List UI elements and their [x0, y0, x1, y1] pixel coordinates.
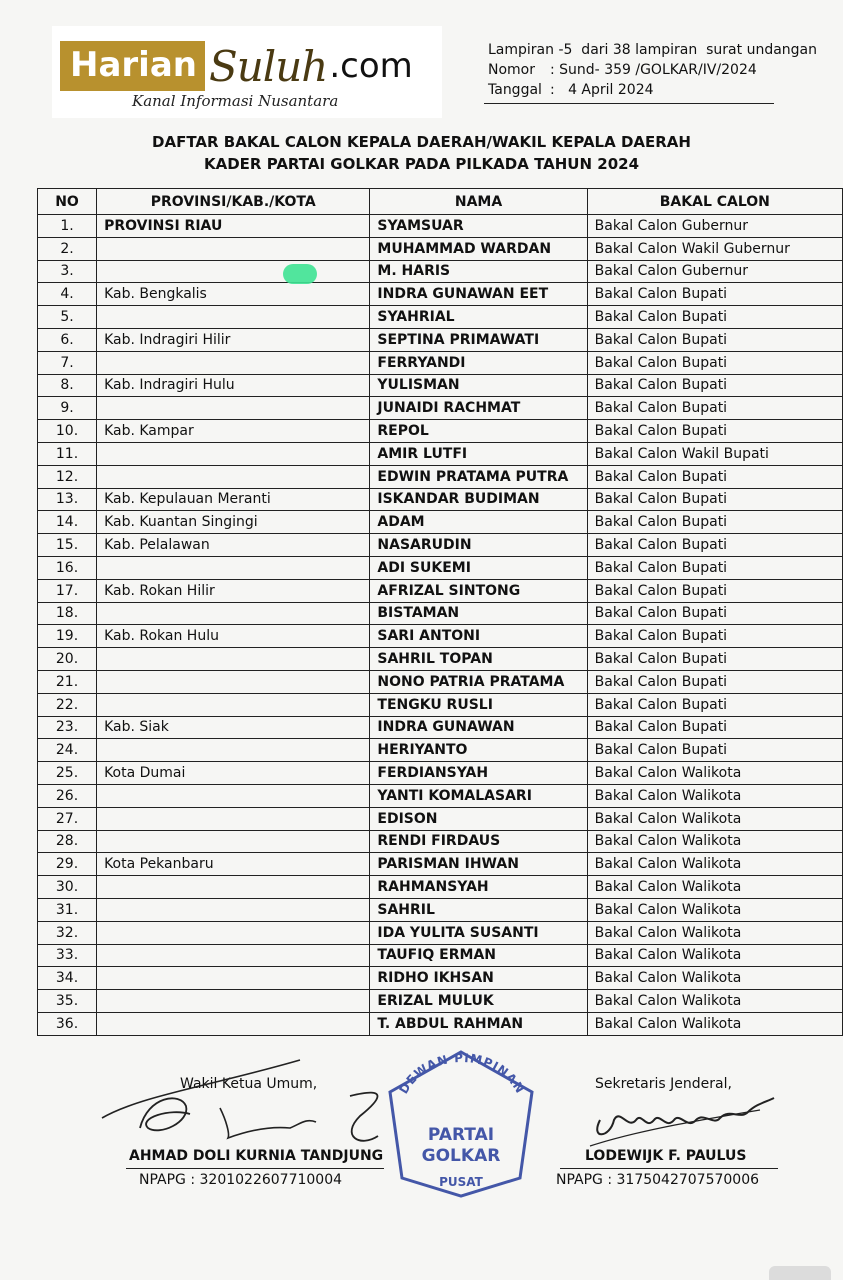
- stamp-line1: PARTAI: [427, 1125, 495, 1145]
- row-candidacy: Bakal Calon Bupati: [587, 693, 842, 716]
- row-name: NONO PATRIA PRATAMA: [370, 670, 587, 693]
- row-number: 25.: [38, 762, 97, 785]
- row-candidacy: Bakal Calon Bupati: [587, 579, 842, 602]
- table-row: [38, 762, 843, 785]
- row-region: PROVINSI RIAU: [97, 215, 370, 238]
- row-region: [97, 921, 370, 944]
- row-candidacy: Bakal Calon Walikota: [587, 876, 842, 899]
- row-number: 9.: [38, 397, 97, 420]
- document-title-line2: KADER PARTAI GOLKAR PADA PILKADA TAHUN 2024: [204, 155, 639, 173]
- row-number: 35.: [38, 990, 97, 1013]
- row-name: M. HARIS: [370, 260, 587, 283]
- row-name: AFRIZAL SINTONG: [370, 579, 587, 602]
- row-candidacy: Bakal Calon Bupati: [587, 374, 842, 397]
- left-signatory-role: Wakil Ketua Umum,: [180, 1076, 318, 1092]
- row-name: INDRA GUNAWAN: [370, 716, 587, 739]
- table-row: [38, 465, 843, 488]
- harian-suluh-logo: [52, 26, 442, 118]
- table-row: [38, 853, 843, 876]
- row-number: 29.: [38, 853, 97, 876]
- row-region: [97, 830, 370, 853]
- row-region: [97, 784, 370, 807]
- row-candidacy: Bakal Calon Walikota: [587, 1012, 842, 1035]
- row-candidacy: Bakal Calon Bupati: [587, 556, 842, 579]
- letter-reference: [488, 40, 817, 100]
- row-name: SAHRIL TOPAN: [370, 648, 587, 671]
- row-name: BISTAMAN: [370, 602, 587, 625]
- row-name: SYAMSUAR: [370, 215, 587, 238]
- row-region: [97, 602, 370, 625]
- stamp-line3: PUSAT: [439, 1175, 483, 1189]
- document-title-line1: DAFTAR BAKAL CALON KEPALA DAERAH/WAKIL KEPALA DAERAH: [152, 133, 691, 151]
- row-candidacy: Bakal Calon Wakil Gubernur: [587, 237, 842, 260]
- row-candidacy: Bakal Calon Bupati: [587, 648, 842, 671]
- row-name: TAUFIQ ERMAN: [370, 944, 587, 967]
- row-candidacy: Bakal Calon Gubernur: [587, 260, 842, 283]
- row-candidacy: Bakal Calon Walikota: [587, 807, 842, 830]
- row-number: 17.: [38, 579, 97, 602]
- row-name: YANTI KOMALASARI: [370, 784, 587, 807]
- row-candidacy: Bakal Calon Bupati: [587, 465, 842, 488]
- row-candidacy: Bakal Calon Bupati: [587, 716, 842, 739]
- bottom-edge-tab: [769, 1266, 831, 1280]
- row-region: [97, 442, 370, 465]
- table-row: [38, 511, 843, 534]
- right-signature-scribble: [580, 1090, 780, 1154]
- row-candidacy: Bakal Calon Walikota: [587, 990, 842, 1013]
- right-signatory-role: Sekretaris Jenderal,: [595, 1076, 732, 1092]
- nomor-label: Nomor: [488, 62, 535, 78]
- row-name: IDA YULITA SUSANTI: [370, 921, 587, 944]
- row-candidacy: Bakal Calon Walikota: [587, 921, 842, 944]
- row-number: 19.: [38, 625, 97, 648]
- table-row: [38, 990, 843, 1013]
- row-name: SAHRIL: [370, 898, 587, 921]
- table-row: [38, 876, 843, 899]
- row-name: RIDHO IKHSAN: [370, 967, 587, 990]
- tanggal-label: Tanggal: [488, 82, 542, 98]
- row-number: 4.: [38, 283, 97, 306]
- table-row: [38, 306, 843, 329]
- row-number: 15.: [38, 534, 97, 557]
- header-no: NO: [38, 189, 97, 215]
- row-candidacy: Bakal Calon Wakil Bupati: [587, 442, 842, 465]
- table-row: [38, 739, 843, 762]
- row-name: PARISMAN IHWAN: [370, 853, 587, 876]
- row-number: 6.: [38, 328, 97, 351]
- row-region: [97, 237, 370, 260]
- row-number: 10.: [38, 420, 97, 443]
- row-region: Kab. Rokan Hulu: [97, 625, 370, 648]
- row-number: 28.: [38, 830, 97, 853]
- table-row: [38, 351, 843, 374]
- row-name: REPOL: [370, 420, 587, 443]
- table-row: [38, 488, 843, 511]
- table-row: [38, 1012, 843, 1035]
- table-row: [38, 374, 843, 397]
- row-number: 18.: [38, 602, 97, 625]
- attachment-line: Lampiran -5 dari 38 lampiran surat undangan: [488, 42, 817, 58]
- row-region: [97, 898, 370, 921]
- row-number: 20.: [38, 648, 97, 671]
- row-name: ADAM: [370, 511, 587, 534]
- row-number: 3.: [38, 260, 97, 283]
- table-row: [38, 397, 843, 420]
- logo-tagline: Kanal Informasi Nusantara: [132, 92, 339, 110]
- logo-brand-tld: .com: [329, 46, 413, 86]
- stamp-line2: GOLKAR: [421, 1146, 501, 1166]
- row-number: 34.: [38, 967, 97, 990]
- logo-brand-script: Suluh: [208, 41, 328, 91]
- row-number: 11.: [38, 442, 97, 465]
- row-candidacy: Bakal Calon Bupati: [587, 397, 842, 420]
- row-region: Kab. Indragiri Hulu: [97, 374, 370, 397]
- row-name: NASARUDIN: [370, 534, 587, 557]
- row-candidacy: Bakal Calon Bupati: [587, 488, 842, 511]
- table-row: [38, 237, 843, 260]
- row-name: FERRYANDI: [370, 351, 587, 374]
- row-number: 24.: [38, 739, 97, 762]
- header-provinsi: PROVINSI/KAB./KOTA: [97, 189, 370, 215]
- left-signatory-npapg: NPAPG : 3201022607710004: [139, 1172, 343, 1188]
- table-row: [38, 921, 843, 944]
- table-row: [38, 602, 843, 625]
- row-name: YULISMAN: [370, 374, 587, 397]
- row-candidacy: Bakal Calon Bupati: [587, 625, 842, 648]
- row-candidacy: Bakal Calon Walikota: [587, 784, 842, 807]
- right-signatory-name: LODEWIJK F. PAULUS: [585, 1148, 747, 1164]
- row-region: [97, 670, 370, 693]
- header-nama: NAMA: [370, 189, 587, 215]
- table-row: [38, 693, 843, 716]
- left-signatory-name: AHMAD DOLI KURNIA TANDJUNG: [129, 1148, 384, 1164]
- row-region: Kab. Indragiri Hilir: [97, 328, 370, 351]
- row-region: [97, 944, 370, 967]
- row-region: [97, 967, 370, 990]
- row-region: [97, 556, 370, 579]
- row-candidacy: Bakal Calon Walikota: [587, 853, 842, 876]
- row-number: 5.: [38, 306, 97, 329]
- row-number: 27.: [38, 807, 97, 830]
- row-region: Kab. Rokan Hilir: [97, 579, 370, 602]
- row-name: EDWIN PRATAMA PUTRA: [370, 465, 587, 488]
- table-row: [38, 328, 843, 351]
- table-row: [38, 215, 843, 238]
- row-candidacy: Bakal Calon Walikota: [587, 967, 842, 990]
- row-name: RAHMANSYAH: [370, 876, 587, 899]
- golkar-stamp: [382, 1050, 540, 1198]
- row-candidacy: Bakal Calon Bupati: [587, 420, 842, 443]
- table-row: [38, 534, 843, 557]
- row-number: 8.: [38, 374, 97, 397]
- row-number: 1.: [38, 215, 97, 238]
- row-candidacy: Bakal Calon Gubernur: [587, 215, 842, 238]
- stamp-arc-text: DEWAN PIMPINAN: [396, 1050, 528, 1097]
- row-region: [97, 807, 370, 830]
- row-name: TENGKU RUSLI: [370, 693, 587, 716]
- svg-text:DEWAN PIMPINAN: [397, 1051, 528, 1096]
- row-name: JUNAIDI RACHMAT: [370, 397, 587, 420]
- row-candidacy: Bakal Calon Walikota: [587, 898, 842, 921]
- row-region: [97, 990, 370, 1013]
- row-region: [97, 397, 370, 420]
- row-region: Kab. Pelalawan: [97, 534, 370, 557]
- row-name: RENDI FIRDAUS: [370, 830, 587, 853]
- row-candidacy: Bakal Calon Bupati: [587, 511, 842, 534]
- nomor-value: : Sund- 359 /GOLKAR/IV/2024: [550, 62, 757, 78]
- row-region: [97, 1012, 370, 1035]
- row-region: [97, 693, 370, 716]
- row-candidacy: Bakal Calon Bupati: [587, 739, 842, 762]
- tanggal-value: : 4 April 2024: [550, 82, 654, 98]
- right-signatory-npapg: NPAPG : 3175042707570006: [556, 1172, 760, 1188]
- table-row: [38, 648, 843, 671]
- row-candidacy: Bakal Calon Walikota: [587, 762, 842, 785]
- row-region: [97, 876, 370, 899]
- table-row: [38, 625, 843, 648]
- candidate-table: [37, 188, 843, 1036]
- row-number: 21.: [38, 670, 97, 693]
- row-region: Kab. Bengkalis: [97, 283, 370, 306]
- row-number: 26.: [38, 784, 97, 807]
- row-number: 31.: [38, 898, 97, 921]
- row-region: Kab. Kampar: [97, 420, 370, 443]
- table-row: [38, 784, 843, 807]
- reference-underline: [484, 103, 774, 104]
- row-candidacy: Bakal Calon Bupati: [587, 283, 842, 306]
- row-name: MUHAMMAD WARDAN: [370, 237, 587, 260]
- row-number: 22.: [38, 693, 97, 716]
- right-name-underline: [560, 1168, 778, 1169]
- row-name: EDISON: [370, 807, 587, 830]
- table-row: [38, 830, 843, 853]
- table-header-row: [38, 189, 843, 215]
- row-name: SARI ANTONI: [370, 625, 587, 648]
- row-number: 7.: [38, 351, 97, 374]
- row-number: 36.: [38, 1012, 97, 1035]
- row-region: Kab. Siak: [97, 716, 370, 739]
- green-highlight-mark: [283, 264, 317, 284]
- row-name: INDRA GUNAWAN EET: [370, 283, 587, 306]
- left-signature-scribble: [100, 1056, 400, 1152]
- table-row: [38, 556, 843, 579]
- table-row: [38, 807, 843, 830]
- row-name: ADI SUKEMI: [370, 556, 587, 579]
- row-region: Kab. Kepulauan Meranti: [97, 488, 370, 511]
- table-row: [38, 442, 843, 465]
- row-region: [97, 648, 370, 671]
- row-name: ERIZAL MULUK: [370, 990, 587, 1013]
- header-bakal-calon: BAKAL CALON: [587, 189, 842, 215]
- row-candidacy: Bakal Calon Bupati: [587, 351, 842, 374]
- row-candidacy: Bakal Calon Bupati: [587, 670, 842, 693]
- left-name-underline: [126, 1168, 384, 1169]
- row-region: Kota Dumai: [97, 762, 370, 785]
- row-region: Kab. Kuantan Singingi: [97, 511, 370, 534]
- row-candidacy: Bakal Calon Bupati: [587, 534, 842, 557]
- table-row: [38, 898, 843, 921]
- row-number: 13.: [38, 488, 97, 511]
- row-region: [97, 306, 370, 329]
- row-number: 14.: [38, 511, 97, 534]
- table-row: [38, 283, 843, 306]
- row-number: 30.: [38, 876, 97, 899]
- row-number: 2.: [38, 237, 97, 260]
- row-name: FERDIANSYAH: [370, 762, 587, 785]
- row-number: 16.: [38, 556, 97, 579]
- row-number: 23.: [38, 716, 97, 739]
- table-row: [38, 716, 843, 739]
- row-name: ISKANDAR BUDIMAN: [370, 488, 587, 511]
- row-number: 32.: [38, 921, 97, 944]
- table-row: [38, 579, 843, 602]
- row-candidacy: Bakal Calon Bupati: [587, 328, 842, 351]
- row-name: HERIYANTO: [370, 739, 587, 762]
- table-row: [38, 420, 843, 443]
- row-name: AMIR LUTFI: [370, 442, 587, 465]
- row-region: Kota Pekanbaru: [97, 853, 370, 876]
- row-candidacy: Bakal Calon Walikota: [587, 830, 842, 853]
- row-region: [97, 739, 370, 762]
- logo-brand-box: Harian: [60, 41, 205, 91]
- row-number: 33.: [38, 944, 97, 967]
- row-candidacy: Bakal Calon Walikota: [587, 944, 842, 967]
- row-name: SEPTINA PRIMAWATI: [370, 328, 587, 351]
- table-row: [38, 944, 843, 967]
- table-row: [38, 260, 843, 283]
- table-row: [38, 670, 843, 693]
- row-candidacy: Bakal Calon Bupati: [587, 602, 842, 625]
- row-region: [97, 465, 370, 488]
- row-region: [97, 351, 370, 374]
- row-region: [97, 260, 370, 283]
- row-name: SYAHRIAL: [370, 306, 587, 329]
- table-row: [38, 967, 843, 990]
- row-candidacy: Bakal Calon Bupati: [587, 306, 842, 329]
- row-name: T. ABDUL RAHMAN: [370, 1012, 587, 1035]
- row-number: 12.: [38, 465, 97, 488]
